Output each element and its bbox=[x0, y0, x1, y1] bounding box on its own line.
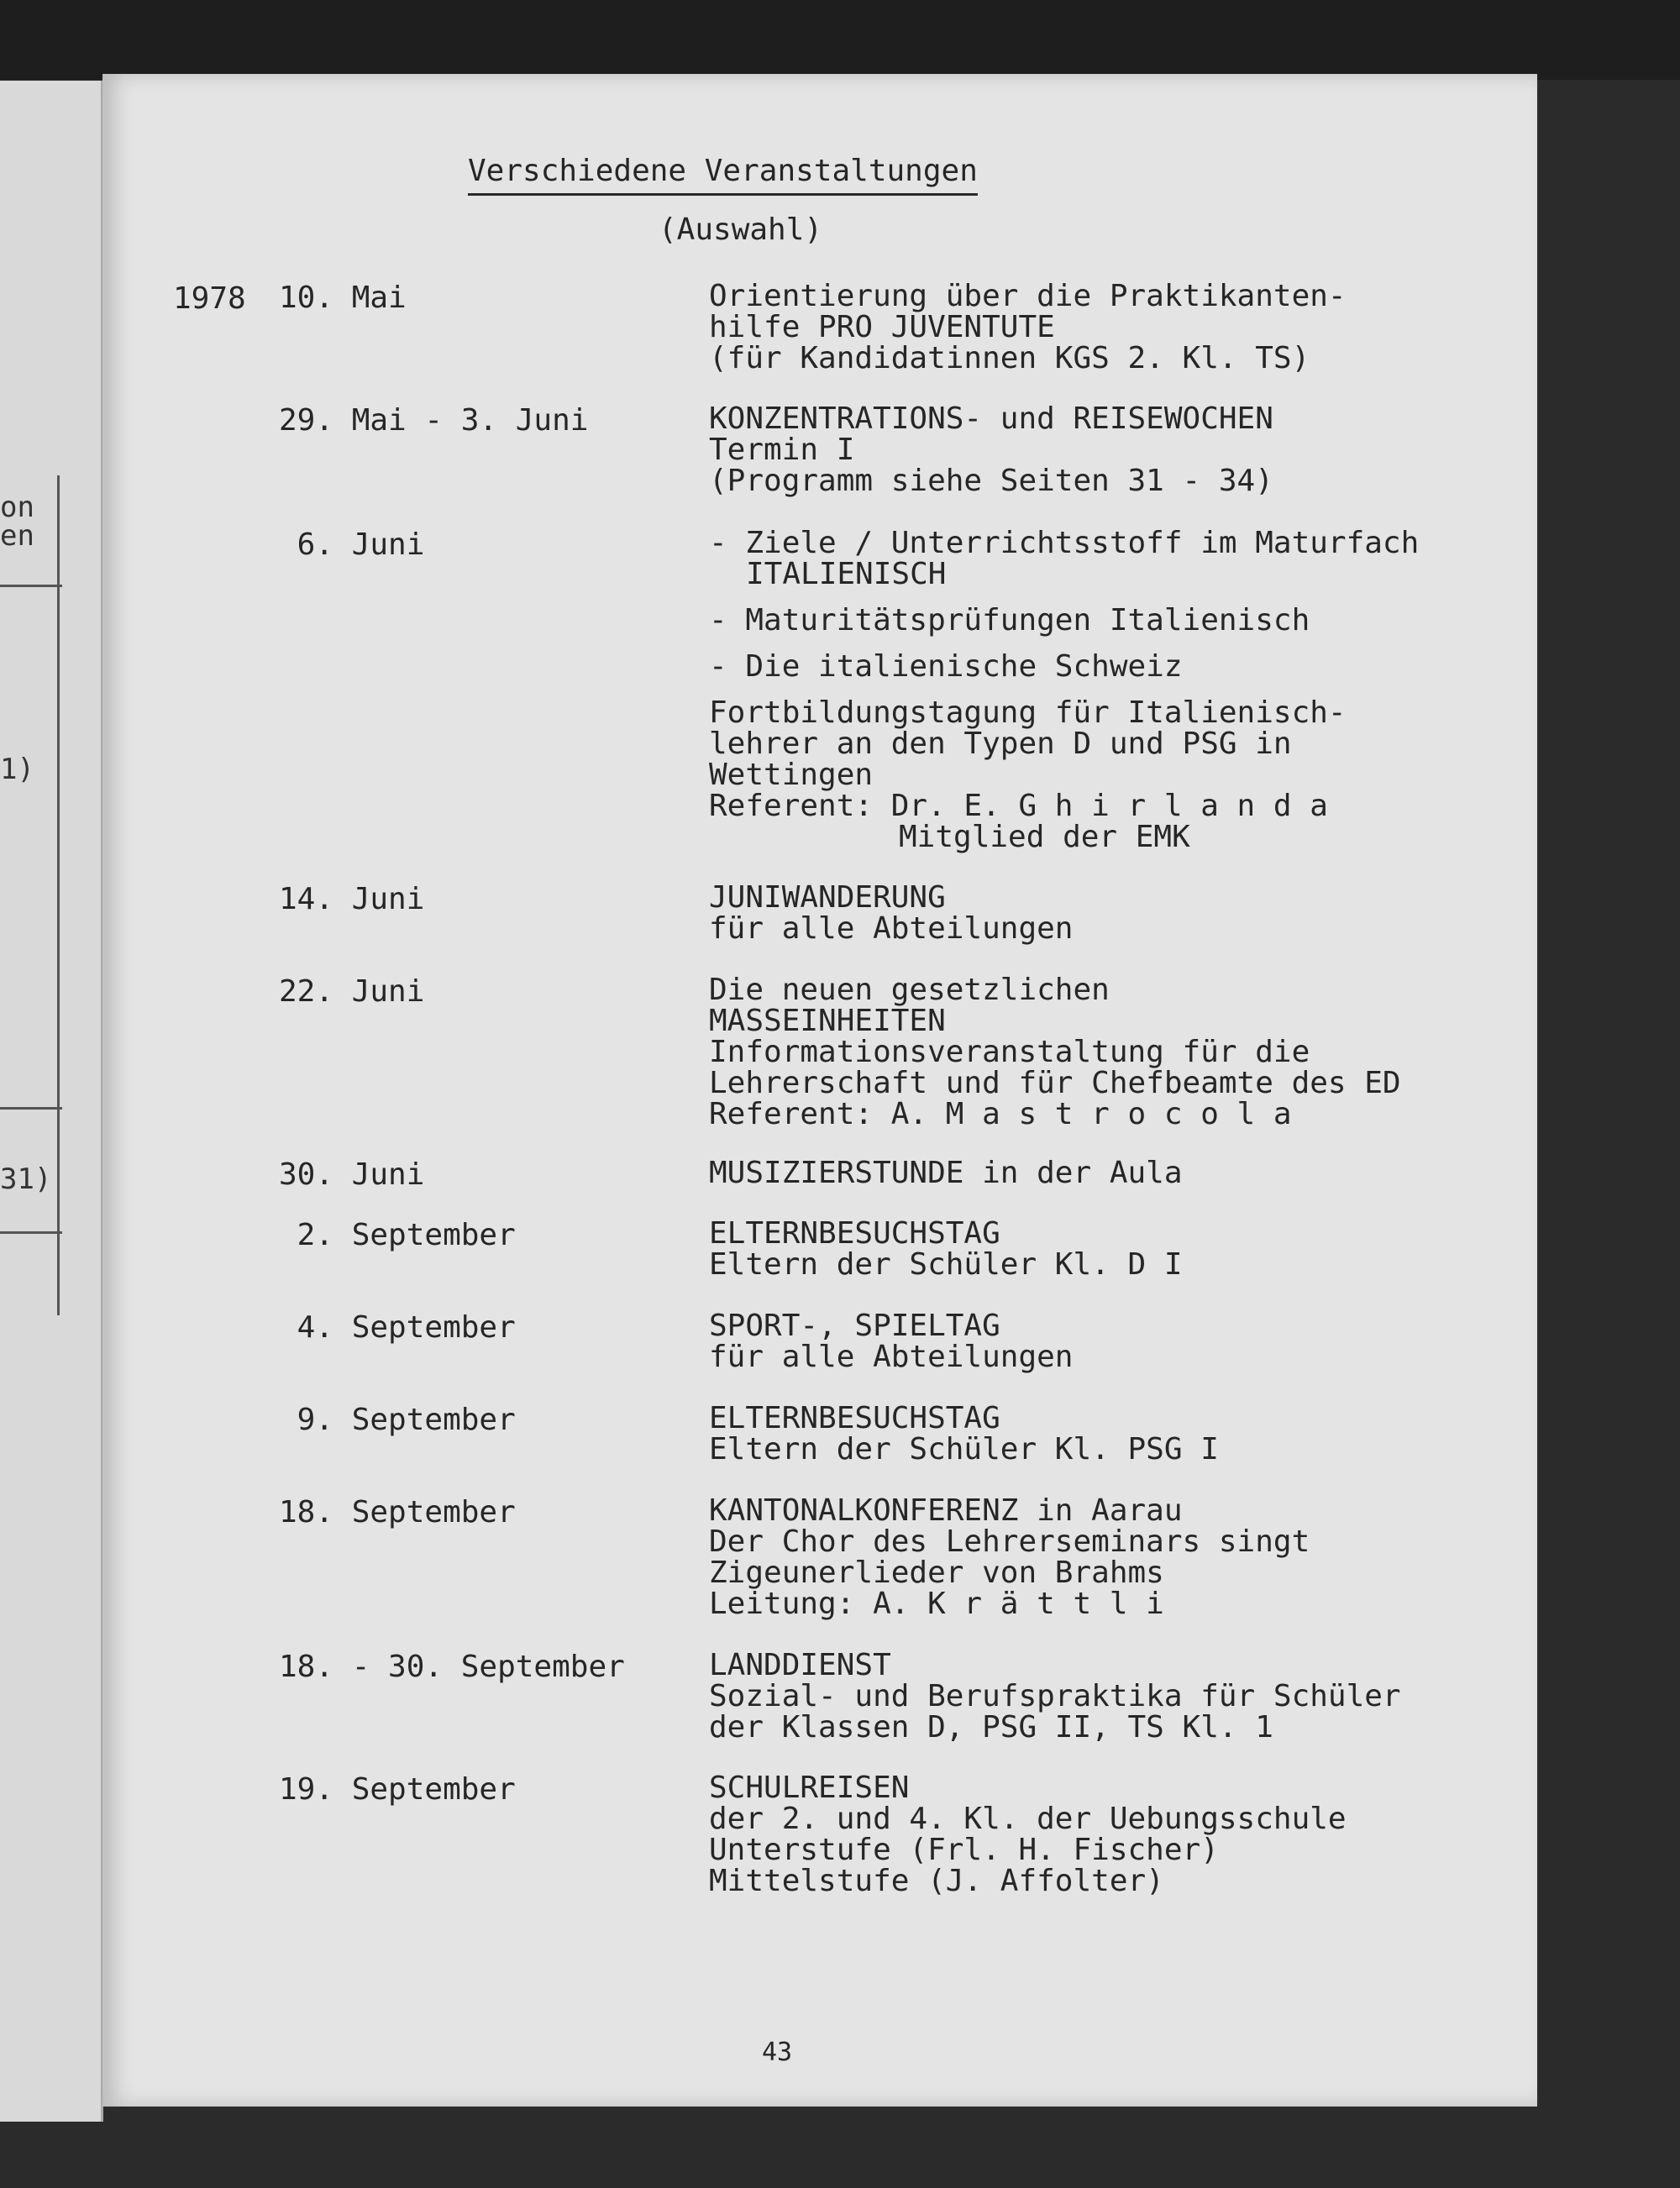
event-line: für alle Abteilungen bbox=[709, 911, 1074, 946]
event-line: Referent: Dr. E. G h i r l a n d a bbox=[709, 789, 1328, 823]
event-line: JUNIWANDERUNG bbox=[709, 880, 946, 915]
event-description bbox=[709, 1403, 1532, 1465]
event-line: - Ziele / Unterrichtsstoff im Maturfach bbox=[709, 526, 1420, 560]
event-line: KONZENTRATIONS- und REISEWOCHEN bbox=[709, 401, 1273, 436]
event-line: Zigeunerlieder von Brahms bbox=[709, 1556, 1164, 1590]
event-date: 2. September bbox=[279, 1218, 516, 1252]
event-description bbox=[709, 403, 1532, 496]
event-line: Wettingen bbox=[709, 758, 874, 792]
event-line: lehrer an den Typen D und PSG in bbox=[709, 727, 1292, 761]
event-description bbox=[709, 974, 1532, 1130]
event-line: ITALIENISCH bbox=[746, 557, 947, 591]
event-date: 10. Mai bbox=[279, 281, 407, 315]
event-date: 6. Juni bbox=[279, 527, 425, 562]
facing-page-rule bbox=[0, 585, 62, 587]
event-date: 29. Mai - 3. Juni bbox=[279, 403, 589, 438]
event-date: 30. Juni bbox=[279, 1157, 425, 1192]
event-line: Referent: A. M a s t r o c o l a bbox=[709, 1097, 1292, 1131]
event-line: Sozial- und Berufspraktika für Schüler bbox=[709, 1679, 1401, 1713]
event-line: Mitglied der EMK bbox=[899, 820, 1190, 854]
facing-page-edge bbox=[0, 81, 103, 2122]
event-line: Eltern der Schüler Kl. D I bbox=[709, 1247, 1183, 1282]
event-line: der 2. und 4. Kl. der Uebungsschule bbox=[709, 1802, 1347, 1836]
event-line: - Maturitätsprüfungen Italienisch bbox=[709, 603, 1310, 638]
event-description bbox=[709, 1157, 1532, 1188]
event-line: Lehrerschaft und für Chefbeamte des ED bbox=[709, 1066, 1401, 1100]
event-description bbox=[709, 882, 1532, 944]
event-line: Informationsveranstaltung für die bbox=[709, 1035, 1310, 1069]
event-line: MASSEINHEITEN bbox=[709, 1004, 946, 1038]
event-line: hilfe PRO JUVENTUTE bbox=[709, 310, 1055, 344]
event-line: Mittelstufe (J. Affolter) bbox=[709, 1864, 1164, 1898]
event-line: Unterstufe (Frl. H. Fischer) bbox=[709, 1833, 1219, 1867]
event-line: Fortbildungstagung für Italienisch- bbox=[709, 695, 1347, 730]
event-line: MUSIZIERSTUNDE in der Aula bbox=[709, 1156, 1183, 1190]
event-date: 4. September bbox=[279, 1310, 516, 1345]
event-line: Termin I bbox=[709, 433, 855, 467]
page-subtitle: (Auswahl) bbox=[659, 213, 823, 247]
event-line: ELTERNBESUCHSTAG bbox=[709, 1401, 1000, 1435]
event-line: ELTERNBESUCHSTAG bbox=[709, 1216, 1000, 1251]
scan-backdrop bbox=[0, 0, 1680, 80]
event-line: Orientierung über die Praktikanten- bbox=[709, 279, 1347, 313]
event-description bbox=[709, 527, 1532, 853]
event-line: KANTONALKONFERENZ in Aarau bbox=[709, 1493, 1183, 1528]
document-page bbox=[102, 74, 1537, 2107]
event-description bbox=[709, 1772, 1532, 1897]
event-description bbox=[709, 1650, 1532, 1743]
event-line: Die neuen gesetzlichen bbox=[709, 973, 1110, 1007]
event-line: SPORT-, SPIELTAG bbox=[709, 1309, 1000, 1343]
facing-page-text: 31) bbox=[0, 1162, 52, 1196]
page-title: Verschiedene Veranstaltungen bbox=[468, 154, 978, 196]
event-line: Eltern der Schüler Kl. PSG I bbox=[709, 1432, 1219, 1467]
event-date: 14. Juni bbox=[279, 882, 425, 916]
event-date: 19. September bbox=[279, 1772, 516, 1807]
event-date: 18. - 30. September bbox=[279, 1650, 625, 1684]
event-date: 9. September bbox=[279, 1403, 516, 1437]
event-description bbox=[709, 1218, 1532, 1280]
event-line: LANDDIENST bbox=[709, 1648, 891, 1682]
facing-page-text: en bbox=[0, 519, 34, 553]
facing-page-rule bbox=[0, 1231, 62, 1234]
event-date: 22. Juni bbox=[279, 974, 425, 1009]
event-line: (Programm siehe Seiten 31 - 34) bbox=[709, 464, 1273, 498]
event-description bbox=[709, 1495, 1532, 1619]
event-line: - Die italienische Schweiz bbox=[709, 649, 1183, 684]
facing-page-text: 1) bbox=[0, 753, 34, 786]
facing-page-table-border bbox=[57, 475, 60, 1315]
facing-page-rule bbox=[0, 1107, 62, 1110]
event-line: Leitung: A. K r ä t t l i bbox=[709, 1587, 1164, 1621]
page-number: 43 bbox=[762, 2038, 793, 2067]
event-line: für alle Abteilungen bbox=[709, 1340, 1074, 1374]
year-label: 1978 bbox=[173, 281, 246, 316]
event-line: Der Chor des Lehrerseminars singt bbox=[709, 1524, 1310, 1559]
event-line: SCHULREISEN bbox=[709, 1771, 910, 1805]
facing-page-text: on bbox=[0, 491, 34, 524]
event-date: 18. September bbox=[279, 1495, 516, 1530]
event-line: (für Kandidatinnen KGS 2. Kl. TS) bbox=[709, 341, 1310, 375]
event-description bbox=[709, 281, 1532, 374]
event-description bbox=[709, 1310, 1532, 1372]
event-line: der Klassen D, PSG II, TS Kl. 1 bbox=[709, 1710, 1273, 1745]
